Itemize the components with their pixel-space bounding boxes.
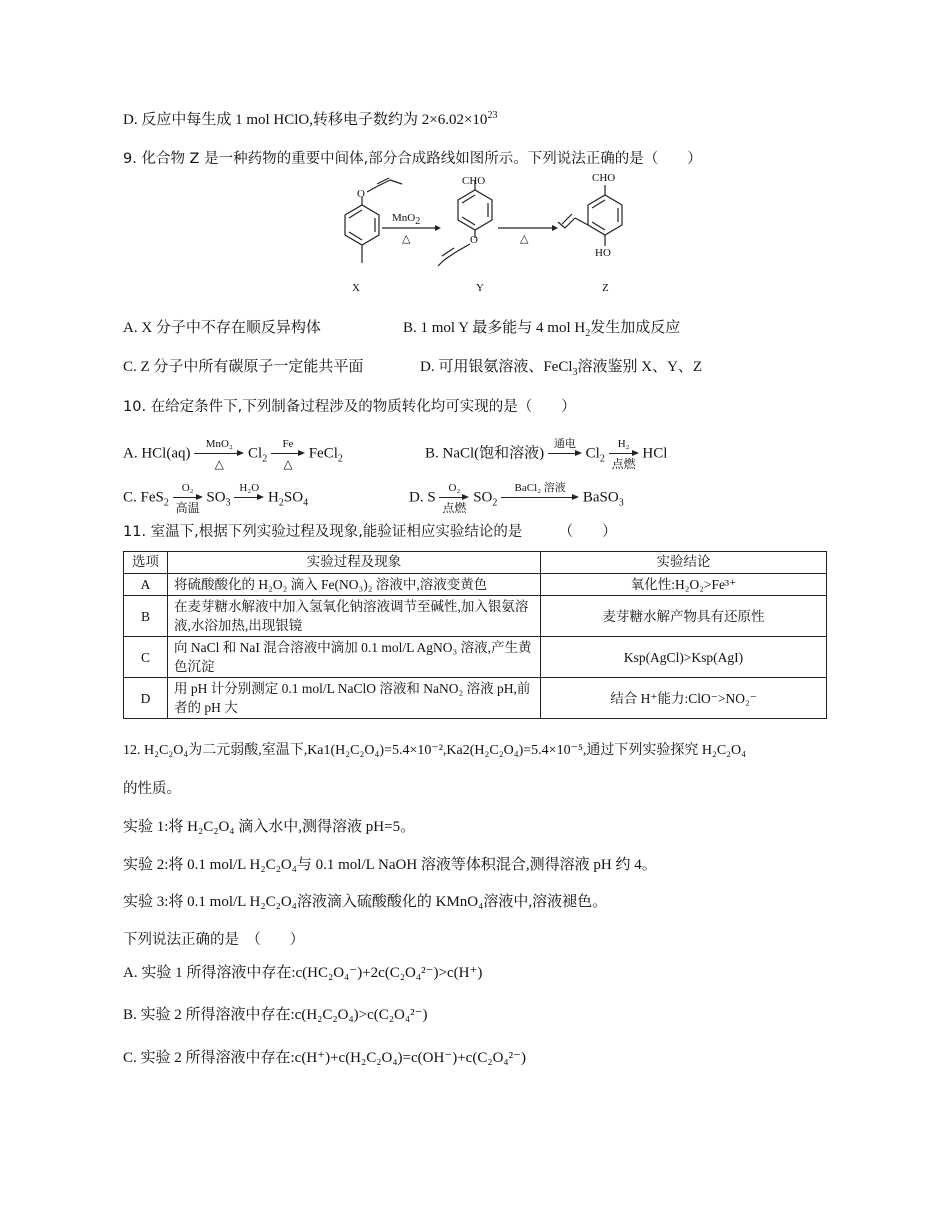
- q10b-arrow2: H₂ 点燃: [609, 438, 639, 470]
- q10d-arrow1: O₂ 点燃: [439, 482, 469, 514]
- q9-option-a: A. X 分子中不存在顺反异构体: [123, 320, 321, 336]
- header-option: 选项: [124, 552, 168, 574]
- x-oxygen: O: [357, 188, 365, 200]
- q12-option-b: B. 实验 2 所得溶液中存在:c(H₂C₂O₄)>c(C₂O₄²⁻): [123, 1007, 428, 1023]
- q9-option-c: C. Z 分子中所有碳原子一定能共平面: [123, 359, 364, 375]
- q12-ask: 下列说法正确的是 （ ）: [123, 932, 305, 948]
- row-b-option: B: [124, 596, 168, 637]
- row-a-conclusion: 氧化性:H₂O₂>Fe³⁺: [541, 574, 827, 596]
- z-benzene-ring: [588, 195, 622, 235]
- q9-option-d: D. 可用银氨溶液、FeCl$_3$溶液鉴别 X、Y、Z: [420, 359, 703, 378]
- q12-stem-line2: 的性质。: [123, 781, 181, 797]
- q10d-arrow2: BaCl₂ 溶液: [501, 482, 579, 514]
- x-benzene-ring: [345, 205, 379, 245]
- q10a-arrow2: Fe △: [271, 438, 305, 470]
- table-row: [124, 574, 827, 596]
- reagent-mno2: MnO$_2$: [392, 212, 421, 228]
- q10c-arrow2: H₂O: [234, 482, 264, 514]
- q12-experiment-3: 实验 3:将 0.1 mol/L H₂C₂O₄溶液滴入硫酸酸化的 KMnO₄溶液中,溶液褪色。: [123, 894, 608, 910]
- table-row: [124, 678, 827, 719]
- q10-option-a: A. HCl(aq) MnO₂ △ $Cl_2$ Fe △ FeCl$_2$: [123, 438, 343, 471]
- q10-option-c: C. FeS$_2$ O₂ 高温 $SO_3$ H₂O $H_2SO_4$: [123, 482, 309, 515]
- row-d-procedure: 用 pH 计分别测定 0.1 mol/L NaClO 溶液和 NaNO₂ 溶液 pH,前者的 pH 大: [168, 678, 541, 719]
- z-ho: HO: [595, 247, 611, 259]
- q9-option-b: B. 1 mol Y 最多能与 4 mol $H_2$发生加成反应: [403, 320, 681, 339]
- table-row: [124, 637, 827, 678]
- label-y: Y: [476, 282, 484, 294]
- q9-stem: 9. 化合物 Z 是一种药物的重要中间体,部分合成路线如图所示。下列说法正确的是（ ）: [123, 151, 702, 167]
- q8-option-d-exponent: 23: [487, 110, 498, 121]
- reagent2-heat: △: [520, 233, 529, 245]
- y-oxygen: O: [470, 234, 478, 246]
- q8-option-d: [123, 110, 497, 130]
- row-b-procedure: 在麦芽糖水解液中加入氢氧化钠溶液调节至碱性,加入银氨溶液,水浴加热,出现银镜: [168, 596, 541, 637]
- table-row: [124, 596, 827, 637]
- q10-stem: 10. 在给定条件下,下列制备过程涉及的物质转化均可实现的是（ ）: [123, 399, 576, 415]
- row-a-procedure: 将硫酸酸化的 H₂O₂ 滴入 Fe(NO₃)₂ 溶液中,溶液变黄色: [168, 574, 541, 596]
- reagent1-heat: △: [402, 233, 411, 245]
- q8-option-d-text: D. 反应中每生成 1 mol HClO,转移电子数约为 2×6.02×10: [123, 112, 488, 128]
- row-b-conclusion: 麦芽糖水解产物具有还原性: [541, 596, 827, 637]
- row-c-conclusion: Ksp(AgCl)>Ksp(AgI): [541, 637, 827, 678]
- q10a-arrow1: MnO₂ △: [194, 438, 244, 470]
- z-cho: CHO: [592, 172, 616, 184]
- q9-synthesis-scheme: [320, 170, 640, 305]
- q9-scheme-svg: [320, 170, 640, 300]
- header-procedure: 实验过程及现象: [168, 552, 541, 574]
- y-cho: CHO: [462, 175, 486, 187]
- q12-experiment-2: 实验 2:将 0.1 mol/L H₂C₂O₄与 0.1 mol/L NaOH 溶液等体积混合,测得溶液 pH 约 4。: [123, 857, 657, 873]
- y-benzene-ring: [458, 190, 492, 230]
- q10c-arrow1: O₂ 高温: [173, 482, 203, 514]
- row-d-option: D: [124, 678, 168, 719]
- q10-option-d: D. S O₂ 点燃 $SO_2$ BaCl₂ 溶液 BaSO$_3$: [409, 482, 624, 515]
- q12-stem-line1: 12. H₂C₂O₄为二元弱酸,室温下,Ka1(H₂C₂O₄)=5.4×10⁻²,Ka2(H₂C₂O₄)=5.4×10⁻⁵,通过下列实验探究 H₂C₂O₄: [123, 743, 747, 758]
- q10b-arrow1: 通电: [548, 438, 582, 470]
- label-x: X: [352, 282, 360, 294]
- row-c-option: C: [124, 637, 168, 678]
- table-header-row: [124, 552, 827, 574]
- q10-option-b: B. NaCl(饱和溶液) 通电 $Cl_2$ H₂ 点燃 HCl: [425, 438, 668, 471]
- header-conclusion: 实验结论: [541, 552, 827, 574]
- q11-experiment-table: [123, 551, 827, 719]
- q11-stem: 11. 室温下,根据下列实验过程及现象,能验证相应实验结论的是 （ ）: [123, 524, 617, 540]
- label-z: Z: [602, 282, 609, 294]
- row-d-conclusion: 结合 H⁺能力:ClO⁻>NO₂⁻: [541, 678, 827, 719]
- q12-option-c: C. 实验 2 所得溶液中存在:c(H⁺)+c(H₂C₂O₄)=c(OH⁻)+c(C₂O₄²⁻): [123, 1050, 527, 1066]
- q12-experiment-1: 实验 1:将 H₂C₂O₄ 滴入水中,测得溶液 pH=5。: [123, 819, 416, 835]
- row-a-option: A: [124, 574, 168, 596]
- q12-option-a: A. 实验 1 所得溶液中存在:c(HC₂O₄⁻)+2c(C₂O₄²⁻)>c(H⁺): [123, 965, 483, 981]
- row-c-procedure: 向 NaCl 和 NaI 混合溶液中滴加 0.1 mol/L AgNO₃ 溶液,产生黄色沉淀: [168, 637, 541, 678]
